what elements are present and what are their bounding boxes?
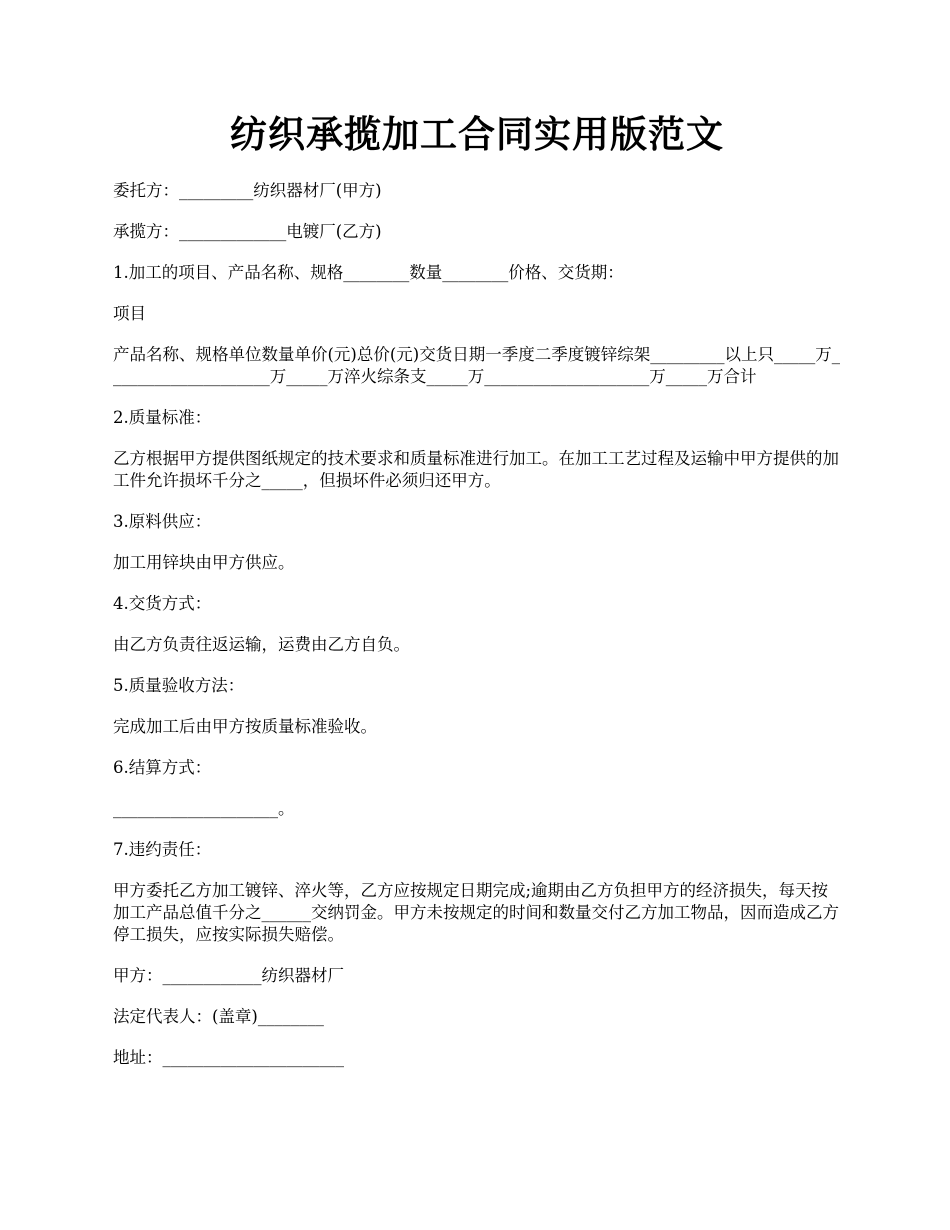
- document-title: 纺织承揽加工合同实用版范文: [230, 112, 724, 156]
- section-6-heading: 6.结算方式：: [113, 758, 212, 777]
- settlement-blank: ____________________。: [113, 799, 295, 818]
- delivery-paragraph: 由乙方负责往返运输，运费由乙方自负。: [113, 635, 410, 654]
- material-supply-paragraph: 加工用锌块由甲方供应。: [113, 553, 295, 572]
- section-1-heading: 1.加工的项目、产品名称、规格________数量________价格、交货期：: [113, 263, 624, 282]
- product-list-paragraph: 产品名称、规格单位数量单价(元)总价(元)交货日期一季度二季度镀锌综架_________以上只_____万____________________万_____万淬火综条支_____万____________________万_____万合计: [113, 345, 840, 386]
- section-2-heading: 2.质量标准：: [113, 408, 212, 427]
- address-line: 地址：______________________: [113, 1048, 344, 1067]
- document-page: [113, 108, 841, 1088]
- legal-representative-line: 法定代表人：(盖章)________: [113, 1007, 324, 1026]
- section-5-heading: 5.质量验收方法：: [113, 676, 245, 695]
- acceptance-paragraph: 完成加工后由甲方按质量标准验收。: [113, 717, 377, 736]
- liability-paragraph: 甲方委托乙方加工镀锌、淬火等，乙方应按规定日期完成;逾期由乙方负担甲方的经济损失，每天按加工产品总值千分之______交纳罚金。甲方未按规定的时间和数量交付乙方加工物品，因而造成乙方停工损失，应按实际损失赔偿。: [113, 881, 839, 944]
- party-b-line: 承揽方：_____________电镀厂(乙方): [113, 222, 382, 241]
- section-4-heading: 4.交货方式：: [113, 594, 212, 613]
- quality-standard-paragraph: 乙方根据甲方提供图纸规定的技术要求和质量标准进行加工。在加工工艺过程及运输中甲方提供的加工件允许损坏千分之_____，但损坏件必须归还甲方。: [113, 449, 839, 490]
- item-label: 项目: [113, 304, 146, 323]
- signature-party-a: 甲方：____________纺织器材厂: [113, 966, 344, 985]
- section-7-heading: 7.违约责任：: [113, 840, 212, 859]
- section-3-heading: 3.原料供应：: [113, 512, 212, 531]
- party-a-line: 委托方：_________纺织器材厂(甲方): [113, 181, 382, 200]
